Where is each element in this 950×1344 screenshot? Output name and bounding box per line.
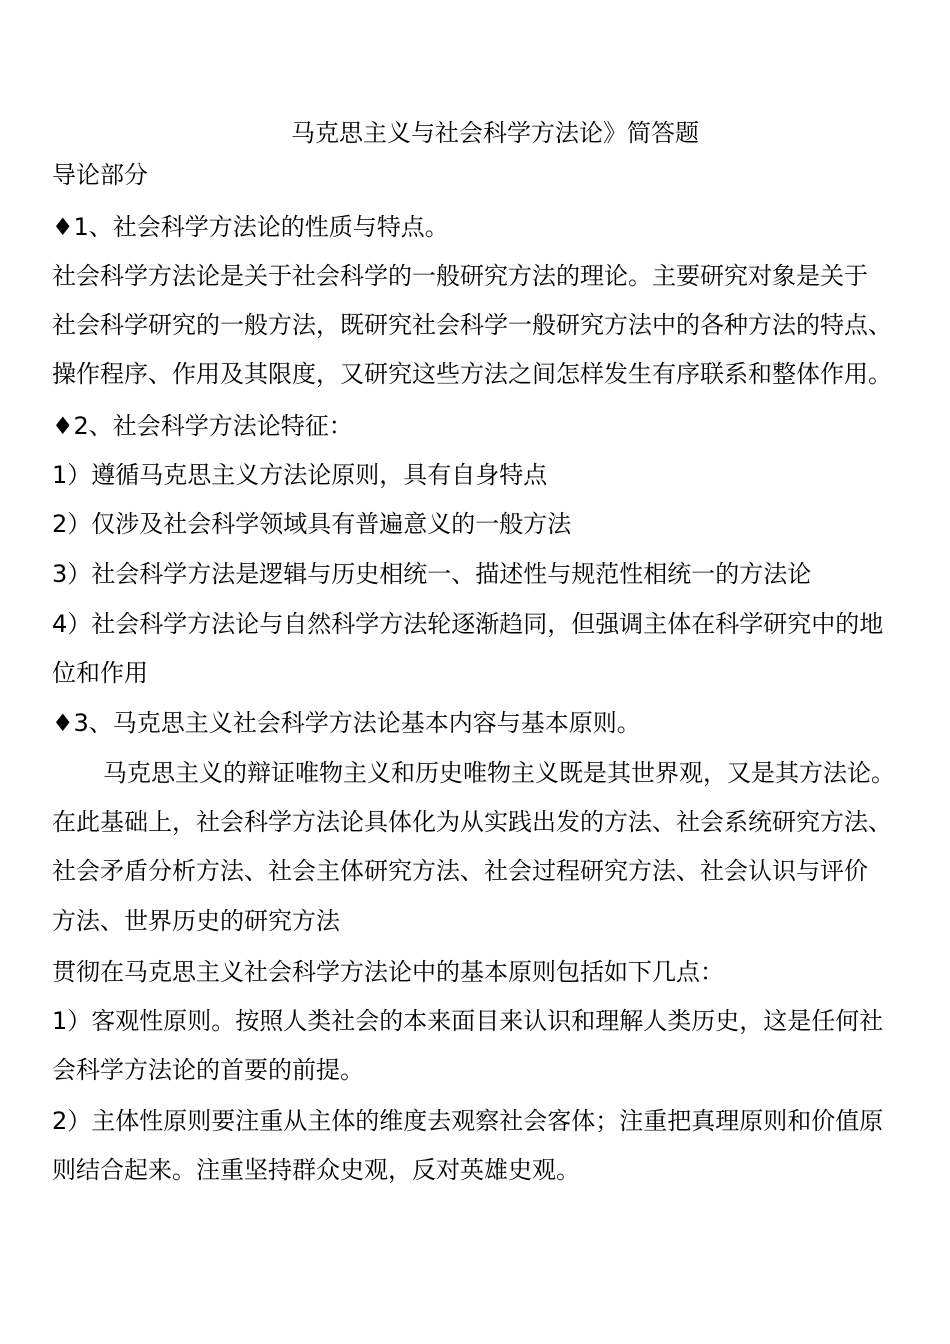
question-heading: ♦1、社会科学方法论的性质与特点。 xyxy=(52,213,449,241)
question-heading: ♦3、马克思主义社会科学方法论基本内容与基本原则。 xyxy=(52,709,641,737)
list-item: 2）仅涉及社会科学领域具有普遍意义的一般方法 xyxy=(52,510,572,538)
list-item-continued: 位和作用 xyxy=(52,659,148,687)
paragraph-line: 社会矛盾分析方法、社会主体研究方法、社会过程研究方法、社会认识与评价 xyxy=(52,857,868,885)
paragraph-line: 贯彻在马克思主义社会科学方法论中的基本原则包括如下几点： xyxy=(52,958,724,986)
list-item-continued: 会科学方法论的首要的前提。 xyxy=(52,1056,364,1084)
list-item: 1）遵循马克思主义方法论原则，具有自身特点 xyxy=(52,461,548,489)
paragraph-line: 方法、世界历史的研究方法 xyxy=(52,907,340,935)
list-item: 2）主体性原则要注重从主体的维度去观察社会客体；注重把真理原则和价值原 xyxy=(52,1107,884,1135)
section-heading: 导论部分 xyxy=(52,161,148,189)
paragraph-line: 社会科学方法论是关于社会科学的一般研究方法的理论。主要研究对象是关于 xyxy=(52,262,868,290)
list-item: 4）社会科学方法论与自然科学方法轮逐渐趋同，但强调主体在科学研究中的地 xyxy=(52,610,884,638)
list-item-continued: 则结合起来。注重坚持群众史观，反对英雄史观。 xyxy=(52,1156,580,1184)
question-heading: ♦2、社会科学方法论特征： xyxy=(52,412,353,440)
list-item: 3）社会科学方法是逻辑与历史相统一、描述性与规范性相统一的方法论 xyxy=(52,560,812,588)
paragraph-line: 在此基础上，社会科学方法论具体化为从实践出发的方法、社会系统研究方法、 xyxy=(52,808,892,836)
paragraph-line: 马克思主义的辩证唯物主义和历史唯物主义既是其世界观，又是其方法论。 xyxy=(103,759,895,787)
paragraph-line: 操作程序、作用及其限度，又研究这些方法之间怎样发生有序联系和整体作用。 xyxy=(52,360,892,388)
document-title: 马克思主义与社会科学方法论》简答题 xyxy=(291,119,699,147)
paragraph-line: 社会科学研究的一般方法，既研究社会科学一般研究方法中的各种方法的特点、 xyxy=(52,311,892,339)
list-item: 1）客观性原则。按照人类社会的本来面目来认识和理解人类历史，这是任何社 xyxy=(52,1007,884,1035)
